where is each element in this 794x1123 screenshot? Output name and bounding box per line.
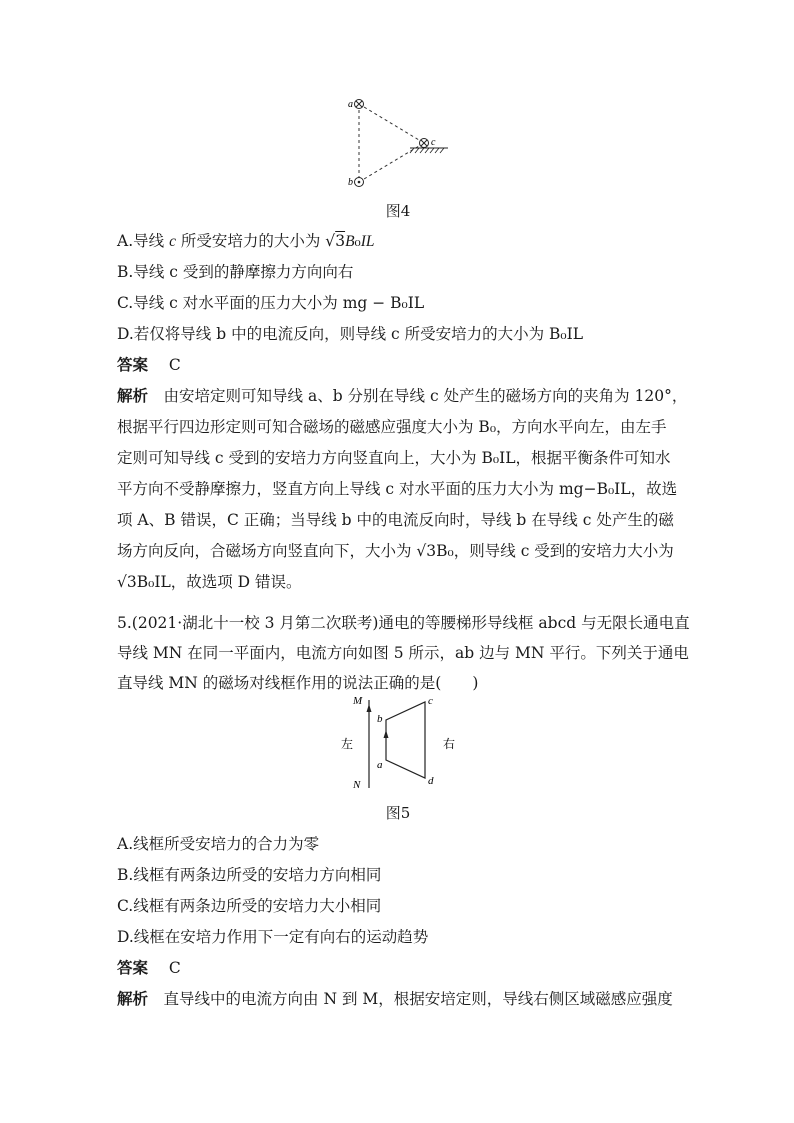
q5-stem-line-3: 直导线 MN 的磁场对线框作用的说法正确的是( )	[117, 674, 479, 692]
fig5-label-M: M	[353, 695, 363, 707]
q4-analysis-line-7: √3B₀IL，故选项 D 错误。	[117, 573, 302, 591]
q4-option-a: A.导线 c 所受安培力的大小为 √3B₀IL	[117, 232, 375, 250]
q5-option-c: C.线框有两条边所受的安培力大小相同	[117, 897, 382, 915]
figure-5-caption: 图5	[385, 804, 411, 822]
fig4-label-b: b	[348, 177, 353, 188]
q4-answer	[117, 355, 181, 375]
q4-option-d: D.若仅将导线 b 中的电流反向，则导线 c 所受安培力的大小为 B₀IL	[117, 325, 584, 343]
current-arrow-ab	[384, 730, 389, 738]
fig5-label-c: c	[428, 695, 433, 707]
q4-analysis-line-2: 根据平行四边形定则可知合磁场的磁感应强度大小为 B₀，方向水平向左，由左手	[117, 418, 667, 436]
q4-analysis-line-4: 平方向不受静摩擦力，竖直方向上导线 c 对水平面的压力大小为 mg−B₀IL，故选	[117, 480, 678, 498]
q4-answer-label: 答案	[117, 355, 149, 374]
q4-analysis-line-3: 定则可知导线 c 受到的安培力方向竖直向上，大小为 B₀IL，根据平衡条件可知水	[117, 449, 671, 467]
wire-c-cross-symbol	[420, 139, 429, 148]
fig5-label-b: b	[377, 713, 383, 725]
q4-analysis-text-1: 由安培定则可知导线 a、b 分别在导线 c 处产生的磁场方向的夹角为 120°，	[163, 387, 688, 405]
q4-option-b: B.导线 c 受到的静摩擦力方向向右	[117, 263, 354, 281]
fig5-label-N: N	[353, 779, 361, 791]
q5-option-d: D.线框在安培力作用下一定有向右的运动趋势	[117, 928, 429, 946]
wire-a-cross-symbol	[355, 100, 364, 109]
q4-analysis-line-1	[117, 386, 687, 406]
fig5-label-left: 左	[341, 737, 354, 751]
current-arrow-mn	[367, 704, 372, 712]
q5-answer-value: C	[168, 959, 181, 977]
q5-answer	[117, 958, 181, 978]
q5-stem-line-1: 5.(2021·湖北十一校 3 月第二次联考)通电的等腰梯形导线框 abcd 与无限长通电直	[117, 614, 690, 632]
q4-analysis-line-5: 项 A、B 错误，C 正确；当导线 b 中的电流反向时，导线 b 在导线 c 处产生的磁	[117, 511, 674, 529]
figure-4-caption: 图4	[385, 202, 411, 220]
q5-analysis-line-1	[117, 989, 673, 1009]
figure-4-diagram	[0, 0, 794, 200]
q5-option-b: B.线框有两条边所受的安培力方向相同	[117, 866, 382, 884]
fig4-label-a: a	[348, 99, 353, 110]
ground-surface	[410, 148, 448, 153]
q4-answer-value: C	[168, 356, 181, 374]
q5-analysis-label: 解析	[117, 989, 149, 1008]
q5-stem-line-2: 导线 MN 在同一平面内，电流方向如图 5 所示，ab 边与 MN 平行。下列关于通电	[117, 644, 689, 662]
fig4-label-c: c	[431, 137, 436, 148]
fig5-label-a: a	[377, 759, 383, 771]
q5-answer-label: 答案	[117, 958, 149, 977]
wire-b-dot-symbol	[355, 178, 364, 187]
q4-option-c: C.导线 c 对水平面的压力大小为 mg − B₀IL	[117, 294, 425, 312]
q5-option-a: A.线框所受安培力的合力为零	[117, 835, 320, 853]
fig5-label-right: 右	[443, 737, 456, 751]
q4-analysis-line-6: 场方向反向，合磁场方向竖直向下，大小为 √3B₀，则导线 c 受到的安培力大小为	[117, 542, 674, 560]
fig5-label-d: d	[428, 775, 434, 787]
figure-5-diagram	[0, 690, 794, 810]
q4-analysis-label: 解析	[117, 386, 149, 405]
q5-analysis-text-1: 直导线中的电流方向由 N 到 M，根据安培定则，导线右侧区域磁感应强度	[163, 990, 673, 1008]
trapezoid-frame-abcd	[386, 702, 425, 778]
